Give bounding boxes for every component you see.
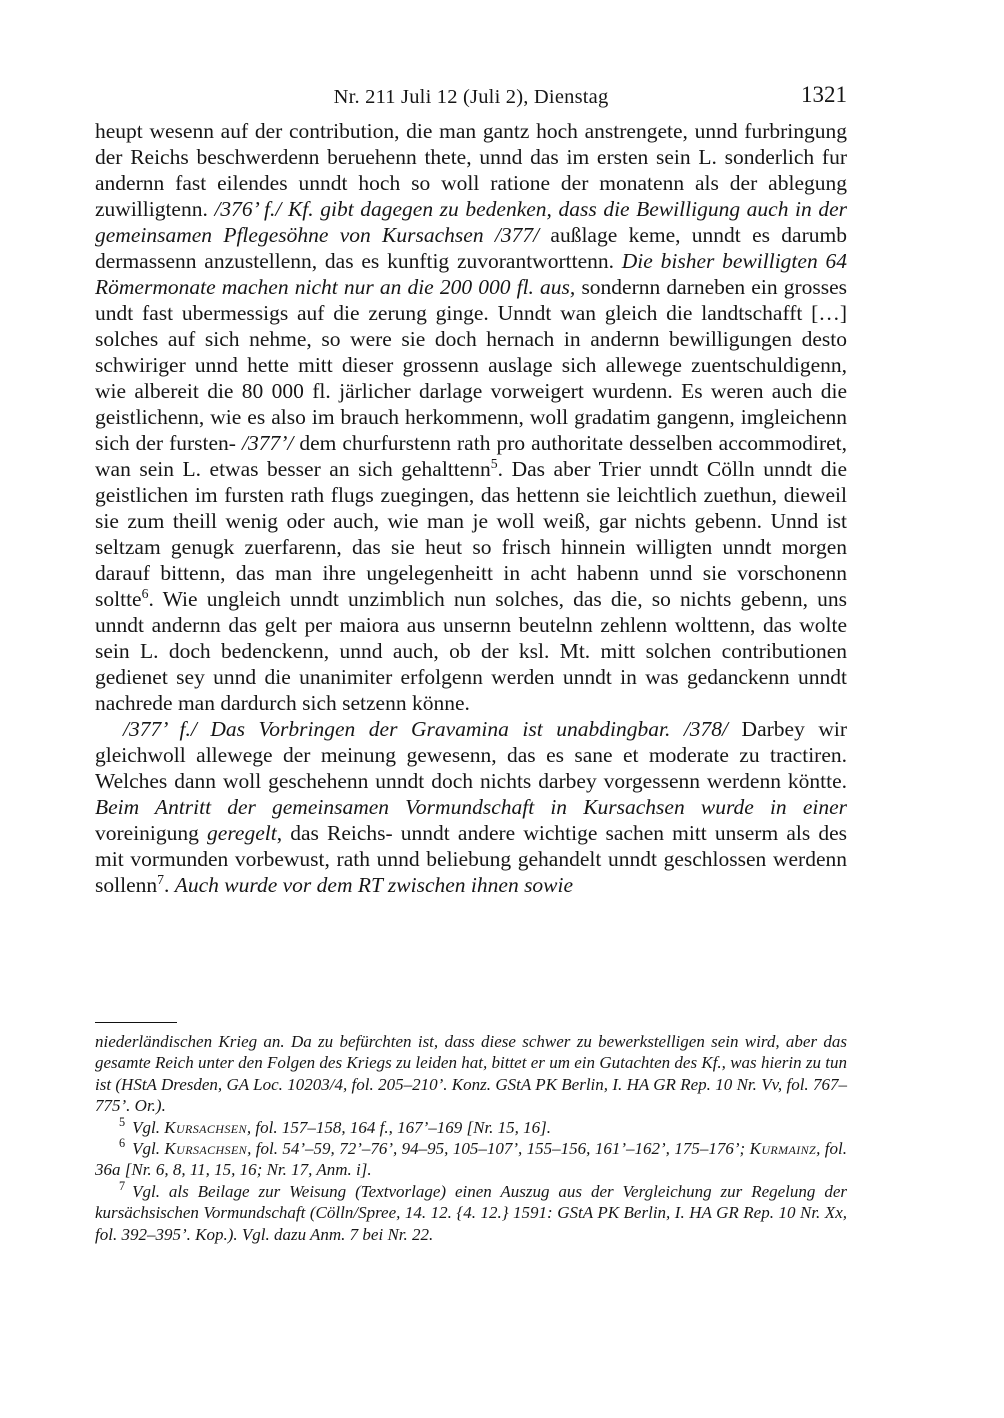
text-run: , fol. 157–158, 164 f., 167’–169 [Nr. 15, 16]. — [246, 1117, 552, 1137]
text-run: , fol. 36a [Nr. 6, 8, 11, 15, 16; Nr. 17, Anm. i]. — [95, 1139, 847, 1180]
text-run: außlage keme, unndt es darumb dermassenn anzustellenn, das es kunftig zuvorantworttenn. — [95, 223, 847, 273]
text-run: Kursachsen — [164, 1117, 247, 1137]
text-run: Die bisher bewilligten 64 Römermonate machen nicht nur an die 200 000 fl. aus, — [95, 249, 847, 299]
text-run: dem churfurstenn rath pro authoritate desselben accommodiret, wan sein L. etwas besser an sich gehalttenn — [95, 431, 848, 481]
text-run: Kursachsen — [164, 1139, 248, 1159]
text-run: niederländischen Krieg an. Da zu befürchten ist, dass diese schwer zu bewerkstelligen sein wird, aber das gesamte Reich unter den Folgen des Kriegs zu leiden hat, bittet er um ein Gutachten des Kf., was hierin zu tun ist (HStA Dresden, GA Loc. 10203/4, fol. 205–210’. Konz. GStA PK Berlin, I. HA GR Rep. 10 Nr. Vv, fol. 767–775’. Or.). — [95, 1032, 847, 1116]
footnote-reference: 5 — [490, 455, 498, 471]
text-run: , fol. 54’–59, 72’–76’, 94–95, 105–107’, 155–156, 161’–162’, 175–176’; — [247, 1139, 750, 1159]
text-run: . — [163, 873, 175, 897]
footnote-marker: 7 — [119, 1179, 126, 1194]
text-run: Vgl. — [132, 1117, 165, 1137]
footnote-marker: 6 — [119, 1136, 126, 1151]
text-run: Beim Antritt der gemeinsamen Vormundschaft in Kursachsen wurde in einer — [95, 795, 847, 819]
text-run: Auch wurde vor dem RT zwischen ihnen sowie — [174, 873, 574, 897]
body-paragraph — [95, 118, 847, 716]
footnote-reference: 7 — [157, 871, 164, 887]
text-run: /377’/ — [241, 431, 300, 455]
page-number: 1321 — [801, 82, 847, 107]
text-run: Kurmainz — [749, 1139, 817, 1159]
footnote-marker: 5 — [119, 1114, 126, 1129]
text-run: Darbey wir gleichwoll allewege der meinung gewesenn, das es sane et moderate zu tractiren. Welches dann woll geschehenn unndt doch nichts darbey vorgessenn werdenn köntte. — [95, 717, 847, 793]
text-run: voreinigung — [95, 821, 208, 845]
text-run: sondernn darneben ein grosses undt fast ubermessigs auf die zerung ginge. Unndt wan gleich die landtschafft […] solches auf sich nehme, so were sie doch hernach in andernn bewilligungen desto schwiriger unnd hette mitt dieser grossenn auslage sich allewege zuentschuldigenn, wie albereit die 80 000 fl. järlicher darlage vorweigert wurdenn. Es weren auch die geistlichenn, wie es also im brauch herkommenn, woll gradatim gangenn, imgleichenn sich der fursten- — [95, 275, 847, 455]
text-run: , das Reichs- unndt andere wichtige sachen mitt unserm als des mit vormunden vorbewust, rath unnd beliebung gehandelt unndt geschlossen werdenn sollenn — [95, 821, 848, 897]
footnotes — [95, 1031, 847, 1245]
text-run: /376’ f./ Kf. gibt dagegen zu bedenken, dass die Bewilligung auch in der gemeinsamen Pflegesöhne von Kursachsen /377/ — [95, 197, 848, 247]
text-run: . Wie ungleich unndt unzimblich nun solches, das die, so nichts gebenn, uns unndt andernn das gelt per maiora aus unsernn beutelnn zehlenn wolttenn, das wolte sein L. doch bedenckenn, unnd auch, ob der ksl. Mt. mitt solchen contributionen gedienet sey unnd die unanimiter erfolgenn werden unndt in was gedanckenn unndt nachrede man dardurch sich setzenn könne. — [95, 587, 847, 715]
footnote — [95, 1031, 847, 1117]
text-run: heupt wesenn auf der contribution, die man gantz hoch anstrengete, unnd furbringung der Reichs beschwerdenn beruehenn thete, unnd das im ersten sein L. sonderlich fur andernn fast eilendes unndt hoch so woll ratione der monatenn als der ablegung zuwilligtenn. — [95, 119, 847, 221]
footnote-reference: 6 — [141, 585, 149, 601]
text-run: /377’ f./ Das Vorbringen der Gravamina ist unabdingbar. /378/ — [123, 717, 742, 741]
footnote-separator-rule — [95, 1022, 177, 1023]
text-run: geregelt — [207, 821, 277, 845]
page-header — [95, 84, 847, 114]
footnote — [95, 1114, 847, 1138]
footnote — [95, 1138, 847, 1181]
footnote — [95, 1181, 847, 1245]
running-header-title: Nr. 211 Juli 12 (Juli 2), Dienstag — [333, 86, 609, 108]
text-run: . Das aber Trier unndt Cölln unndt die geistlichen im fursten rath flugs zuegingen, das hettenn sie leichtlich zuethun, dieweil sie zum theill wenig oder auch, wie man je woll weiß, gar nichts gebenn. Unnd ist seltzam genugk zuerfarenn, das sie heut so frisch hinnein willigten unndt morgen darauf bittenn, das man ihre ungelegenheitt in acht habenn unnd sie vorschonenn soltte — [95, 457, 847, 611]
body-text — [95, 118, 847, 898]
text-run: Vgl. — [132, 1139, 165, 1159]
text-run: Vgl. als Beilage zur Weisung (Textvorlage) einen Auszug aus der Vergleichung zur Regelung der kursächsischen Vormundschaft (Cölln/Spree, 14. 12. {4. 12.} 1591: GStA PK Berlin, I. HA GR Rep. 10 Nr. Xx, fol. 392–395’. Kop.). Vgl. dazu Anm. 7 bei Nr. 22. — [95, 1181, 847, 1244]
body-paragraph — [95, 716, 847, 898]
